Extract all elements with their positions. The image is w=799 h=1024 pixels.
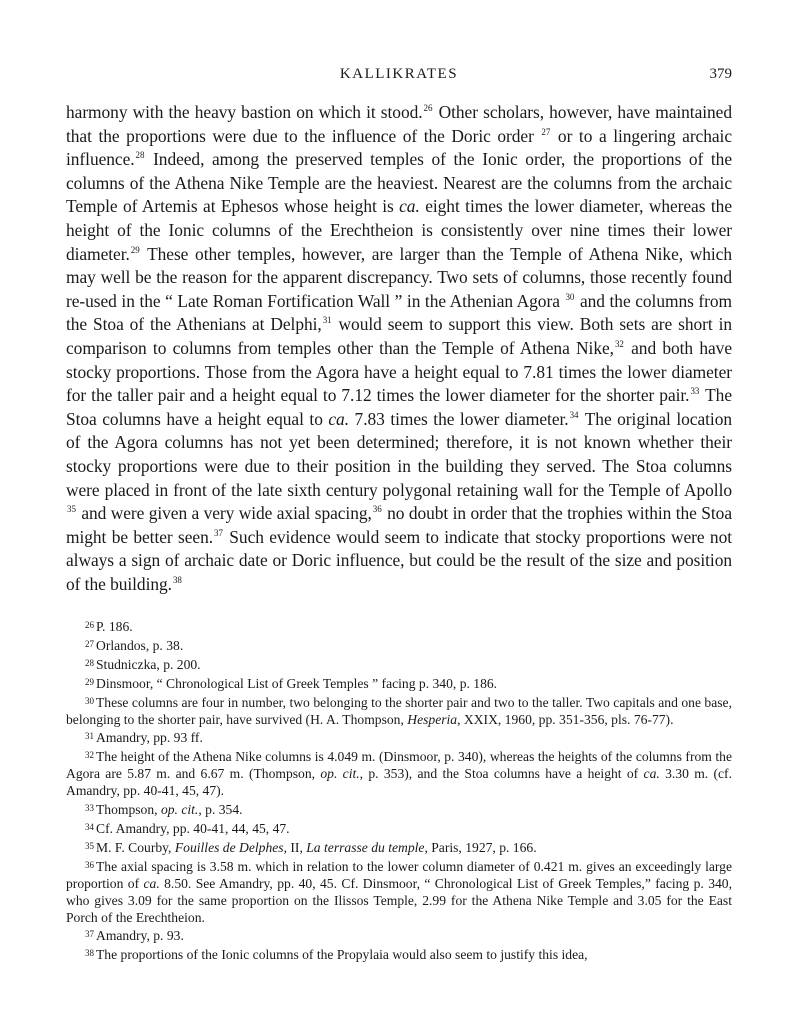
- footnote-text: 8.50. See Amandry, pp. 40, 45. Cf. Dinsmoor, “ Chronological List of Greek Temples,” facing p. 340, who gives 3.09 for the same proportion on the Ilissos Temple, 2.99 for the Athena Nike Temple and 3.05 for the East Porch of the Erechtheion.: [66, 875, 732, 925]
- footnote-number: 27: [85, 638, 94, 649]
- footnote-text: 3.30 m. (cf. Amandry, pp. 40-41, 45, 47).: [66, 766, 732, 799]
- body-text: [66, 101, 732, 596]
- footnote-ref: 29: [130, 244, 140, 255]
- footnote-text: P. 186.: [96, 619, 133, 634]
- footnote-text: The proportions of the Ionic columns of the Propylaia would also seem to justify this idea,: [96, 947, 588, 963]
- text-run: harmony with the heavy bastion on which it stood.: [66, 102, 423, 122]
- footnote-text: , p. 353), and the Stoa columns have a height of: [359, 766, 644, 782]
- footnote-text: Amandry, p. 93.: [96, 928, 184, 944]
- text-run: The original location of the Agora columns has not yet been determined; therefore, it is not known whether their stocky proportions were due to their position in the building they served. The Stoa columns were placed in front of the late sixth century polygonal retaining wall for the Temple of Apollo: [66, 408, 733, 500]
- page-number: 379: [709, 66, 732, 82]
- journal-title: Hesperia: [407, 711, 458, 727]
- text-run: no doubt in order that the trophies within the Stoa might be better seen.: [66, 503, 732, 547]
- footnote-number: 36: [85, 859, 94, 870]
- footnote-text: , Paris, 1927, p. 166.: [424, 839, 537, 855]
- text-run: eight times the lower diameter, whereas the height of the Ionic columns of the Erechtheion is consistently over nine times their lower diameter.: [66, 196, 732, 264]
- page-header: [66, 66, 732, 86]
- footnote-text: Dinsmoor, “ Chronological List of Greek Temples ” facing p. 340, p. 186.: [96, 675, 498, 691]
- footnote: [66, 655, 732, 674]
- footnote-text: The axial spacing is 3.58 m. which in relation to the lower column diameter of 0.421 m. gives an exceedingly large proportion of: [66, 858, 732, 891]
- text-run: These other temples, however, are larger than the Temple of Athena Nike, which may well be the reason for the apparent discrepancy. Two sets of columns, those recently found re-used in the “ Late Roman Fortification Wall ” in the Athenian Agora: [66, 243, 732, 311]
- body-paragraph: [66, 101, 732, 596]
- italic-abbrev: ca.: [328, 408, 350, 429]
- footnote-text: The height of the Athena Nike columns is 4.049 m. (Dinsmoor, p. 340), whereas the heights of the columns from the Agora are 5.87 m. and 6.67 m. (Thompson,: [66, 749, 732, 782]
- footnote: [66, 728, 732, 747]
- footnote-text: Orlandos, p. 38.: [96, 637, 184, 653]
- footnote-ref: 38: [172, 574, 182, 585]
- footnote-ref: 28: [135, 150, 145, 161]
- footnote-number: 28: [85, 657, 94, 668]
- footnote: [66, 747, 732, 800]
- footnote-number: 30: [85, 695, 94, 706]
- footnote-ref: 36: [372, 504, 382, 515]
- text-run: and both have stocky proportions. Those from the Agora have a height equal to 7.81 times the lower diameter for the taller pair and a height equal to 7.12 times the lower diameter for the shorter pair.: [66, 337, 732, 406]
- footnote-number: 33: [85, 803, 94, 814]
- footnote-number: 37: [85, 929, 94, 940]
- footnote-ref: 31: [322, 315, 332, 326]
- footnote-ref: 34: [569, 409, 579, 420]
- footnote-text: Studniczka, p. 200.: [96, 656, 201, 672]
- text-run: would seem to support this view. Both sets are short in comparison to columns from temples other than the Temple of Athena Nike,: [66, 314, 733, 358]
- footnote-text: , II,: [283, 839, 307, 855]
- italic-abbrev: op. cit.: [160, 802, 199, 818]
- footnote-ref: 27: [541, 126, 551, 137]
- italic-abbrev: ca.: [643, 766, 660, 782]
- footnote-text: Amandry, pp. 93 ff.: [96, 730, 203, 746]
- footnote-ref: 37: [214, 527, 223, 538]
- italic-abbrev: ca.: [399, 196, 420, 217]
- text-run: and were given a very wide axial spacing,: [76, 503, 372, 524]
- footnote-number: 26: [85, 620, 94, 630]
- text-run: or to a lingering archaic influence.: [66, 125, 732, 170]
- footnote-text: , p. 354.: [198, 802, 243, 818]
- footnote-number: 32: [85, 750, 94, 761]
- footnote: [66, 674, 732, 693]
- footnotes: [66, 617, 732, 964]
- footnote-number: 31: [85, 731, 94, 742]
- footnote: [66, 636, 732, 655]
- book-title: La terrasse du temple: [306, 839, 425, 855]
- footnote: [66, 926, 732, 945]
- footnote-ref: 33: [690, 386, 700, 397]
- footnote-text: , XXIX, 1960, pp. 351-356, pls. 76-77).: [457, 711, 674, 727]
- footnote-number: 29: [85, 676, 94, 687]
- footnote: [66, 819, 732, 838]
- text-run: and the columns from the Stoa of the Athenians at Delphi,: [66, 290, 733, 335]
- footnote-number: 34: [85, 821, 94, 832]
- footnote: [66, 945, 732, 964]
- footnote-text: Thompson,: [96, 802, 161, 818]
- footnote-ref: 32: [614, 338, 624, 349]
- footnote-ref: 30: [565, 291, 575, 302]
- book-title: Fouilles de Delphes: [174, 839, 284, 855]
- text-run: The Stoa columns have a height equal to: [66, 385, 732, 429]
- italic-abbrev: ca.: [143, 875, 160, 891]
- text-run: Such evidence would seem to indicate that stocky proportions were not always a sign of archaic date or Doric influence, but could be the result of the size and position of the building.: [66, 526, 733, 594]
- footnote: [66, 838, 732, 857]
- footnote-number: 38: [85, 948, 94, 959]
- footnote-text: These columns are four in number, two belonging to the shorter pair and two to the taller. Two capitals and one base, belonging to the shorter pair, have survived (H. A. Thompson,: [66, 694, 732, 727]
- italic-abbrev: op. cit.: [320, 766, 360, 782]
- footnote: [66, 857, 732, 927]
- footnote-ref: 35: [67, 504, 76, 515]
- footnote-text: Cf. Amandry, pp. 40-41, 44, 45, 47.: [96, 820, 290, 836]
- footnote: [66, 617, 732, 636]
- running-title: KALLIKRATES: [339, 66, 459, 82]
- text-run: Other scholars, however, have maintained that the proportions were due to the influence of the Doric order: [66, 102, 732, 146]
- footnote-ref: 26: [423, 103, 433, 113]
- footnote-number: 35: [85, 840, 94, 851]
- footnote: [66, 800, 732, 819]
- footnote-text: M. F. Courby,: [96, 839, 175, 855]
- text-run: 7.83 times the lower diameter.: [349, 408, 569, 429]
- text-run: Indeed, among the preserved temples of the Ionic order, the proportions of the columns of the Athena Nike Temple are the heaviest. Nearest are the columns from the archaic Temple of Artemis at Ephesos whose height is: [66, 149, 732, 217]
- footnote: [66, 693, 732, 729]
